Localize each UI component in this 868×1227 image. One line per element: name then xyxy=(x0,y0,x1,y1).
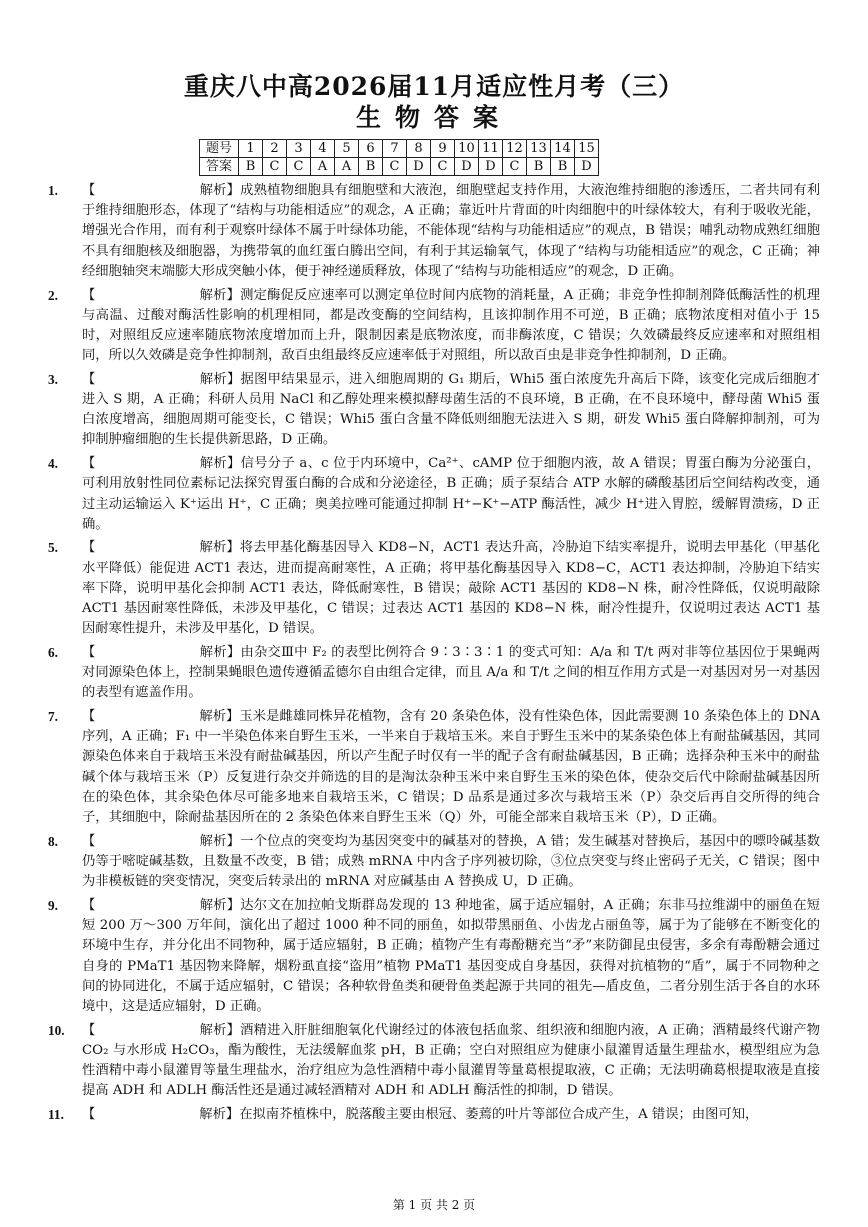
item-number: 4. xyxy=(48,456,58,472)
answer-cell: B xyxy=(527,158,551,176)
item-number: 1. xyxy=(48,183,58,198)
answer-table xyxy=(199,139,599,176)
item-tag: 解析】 xyxy=(199,183,241,198)
answer-cell: C xyxy=(263,158,287,176)
item-text: 据图甲结果显示，进入细胞周期的 G₁ 期后，Whi5 蛋白浓度先升高后下降，该变化完成后细胞才进入 S 期，A 正确；科研人员用 NaCl 和乙醇处理来模拟酵母菌生活的不良环境，B 正确，在不良环境中，酵母菌 Whi5 蛋白浓度增高，细胞周期可能变长，C 错误；Whi5 蛋白含量不降低则细胞无法进入 S 期，研发 Whi5 蛋白降解抑制剂，可为抑制肿瘤细胞的生长提供新思路，D 正确。 xyxy=(82,371,820,448)
answer-cell: C xyxy=(503,158,527,176)
item-tag: 解析】 xyxy=(199,1106,240,1122)
answer-cell: B xyxy=(359,158,383,176)
explanation-item xyxy=(48,370,820,451)
item-open-bracket: 【 xyxy=(82,287,96,303)
item-text: 成熟植物细胞具有细胞壁和大液泡，细胞壁起支持作用，大液泡维持细胞的渗透压，二者共同有利于维持细胞形态，体现了“结构与功能相适应”的观念，A 正确；靠近叶片背面的叶肉细胞中的叶绿体较大，有利于吸收光能，增强光合作用，而有利于观察叶绿体不属于叶绿体功能，不能体现“结构与功能相适应”的观点，B 错误；哺乳动物成熟红细胞不具有细胞核及细胞器，为携带氧的血红蛋白腾出空间，有利于其运输氧气，体现了“结构与功能相适应”的观念，C 正确；神经细胞轴突末端膨大形成突触小体，便于神经递质释放，体现了“结构与功能相适应”的观念，D 正确。 xyxy=(82,183,821,279)
answer-table-answer-row xyxy=(200,158,599,176)
item-number: 5. xyxy=(48,540,58,556)
question-number: 13 xyxy=(527,140,551,158)
item-open-bracket: 【 xyxy=(82,456,96,472)
answer-cell: D xyxy=(575,158,599,176)
explanation-item xyxy=(48,896,820,1017)
answer-cell: A xyxy=(335,158,359,176)
item-tag: 解析】 xyxy=(199,540,240,556)
item-open-bracket: 【 xyxy=(82,644,96,660)
item-text: 测定酶促反应速率可以测定单位时间内底物的消耗量，A 正确；非竞争性抑制剂降低酶活性的机理与高温、过酸对酶活性影响的机理相同，都是改变酶的空间结构，且该抑制作用不可逆，B 正确；底物浓度相对值小于 15 时，对照组反应速率随底物浓度增加而上升，限制因素是底物浓度，而非酶浓度，C 错误；久效磷最终反应速率和对照组相同，所以久效磷是竞争性抑制剂，敌百虫组最终反应速率低于对照组，所以敌百虫是非竞争性抑制剂，D 正确。 xyxy=(82,287,821,364)
answer-cell: D xyxy=(455,158,479,176)
item-open-bracket: 【 xyxy=(82,1022,96,1038)
answer-row-label: 答案 xyxy=(200,158,239,176)
item-open-bracket: 【 xyxy=(82,897,96,913)
item-number: 9. xyxy=(48,897,58,913)
explanations xyxy=(48,181,820,1129)
item-number: 2. xyxy=(48,287,58,303)
item-tag: 解析】 xyxy=(199,1022,241,1038)
explanation-item xyxy=(48,643,820,704)
item-text: 由杂交Ⅲ中 F₂ 的表型比例符合 9∶3∶3∶1 的变式可知：A/a 和 T/t 两对非等位基因位于果蝇两对同源染色体上，控制果蝇眼色遗传遵循孟德尔自由组合定律，而且 A/a 和 T/t 之间的相互作用方式是一对基因对另一对基因的表型有遮盖作用。 xyxy=(82,644,820,701)
item-number: 3. xyxy=(48,371,58,387)
question-number: 5 xyxy=(335,140,359,158)
answer-cell: C xyxy=(287,158,311,176)
question-number: 12 xyxy=(503,140,527,158)
explanation-item xyxy=(48,1105,820,1125)
question-number: 14 xyxy=(551,140,575,158)
item-text: 在拟南芥植株中，脱落酸主要由根冠、萎蔫的叶片等部位合成产生，A 错误；由图可知， xyxy=(239,1106,759,1122)
item-number: 6. xyxy=(48,644,58,660)
answer-cell: D xyxy=(407,158,431,176)
explanation-item xyxy=(48,1021,820,1102)
answer-cell: D xyxy=(479,158,503,176)
question-number: 8 xyxy=(407,140,431,158)
item-tag: 解析】 xyxy=(199,897,241,913)
item-number: 10. xyxy=(48,1022,65,1038)
question-number: 7 xyxy=(383,140,407,158)
answer-cell: B xyxy=(551,158,575,176)
question-number: 9 xyxy=(431,140,455,158)
item-number: 7. xyxy=(48,709,58,725)
item-text: 玉米是雌雄同株异花植物，含有 20 条染色体，没有性染色体，因此需要测 10 条染色体上的 DNA 序列，A 正确；F₁ 中一半染色体来自野生玉米，一半来自于栽培玉米。来自于野生玉米中的某条染色体上有耐盐碱基因，其同源染色体来自于栽培玉米没有耐盐碱基因，所以产生配子时仅有一半的配子含有耐盐碱基因，B 正确；选择杂种玉米中的耐盐碱个体与栽培玉米（P）反复进行杂交并筛选的目的是淘汰杂种玉米中来自野生玉米的染色体，使杂交后代中除耐盐碱基因所在的染色体，其余染色体尽可能多地来自栽培玉米，C 错误；D 品系是通过多次与栽培玉米（P）杂交后再自交所得的纯合子，其细胞中，除耐盐基因所在的 2 条染色体来自野生玉米（Q）外，可能全部来自栽培玉米（P），D 正确。 xyxy=(82,709,821,826)
item-tag: 解析】 xyxy=(199,456,241,472)
item-text: 信号分子 a、c 位于内环境中，Ca²⁺、cAMP 位于细胞内液，故 A 错误；胃蛋白酶为分泌蛋白，可利用放射性同位素标记法探究胃蛋白酶的合成和分泌途径，B 正确；质子泵结合 ATP 水解的磷酸基团后空间结构改变，通过主动运输运入 K⁺运出 H⁺，C 正确；奥美拉唑可能通过抑制 H⁺−K⁺−ATP 酶活性，减少 H⁺进入胃腔，缓解胃溃疡，D 正确。 xyxy=(82,456,821,532)
answer-cell: C xyxy=(431,158,455,176)
item-number: 11. xyxy=(48,1106,64,1122)
explanation-item xyxy=(48,181,820,282)
question-number: 4 xyxy=(311,140,335,158)
item-tag: 解析】 xyxy=(199,833,241,849)
item-tag: 解析】 xyxy=(199,371,241,387)
question-row-label: 题号 xyxy=(200,140,239,158)
item-open-bracket: 【 xyxy=(82,183,96,198)
question-number: 1 xyxy=(239,140,263,158)
item-tag: 解析】 xyxy=(199,709,240,725)
question-number: 15 xyxy=(575,140,599,158)
answer-cell: C xyxy=(383,158,407,176)
page-title: 重庆八中高2026届11月适应性月考（三） xyxy=(183,72,685,101)
item-open-bracket: 【 xyxy=(82,833,96,849)
question-number: 10 xyxy=(455,140,479,158)
item-tag: 解析】 xyxy=(199,287,241,303)
explanation-item xyxy=(48,832,820,893)
item-text: 达尔文在加拉帕戈斯群岛发现的 13 种地雀，属于适应辐射，A 正确；东非马拉维湖中的丽鱼在短短 200 万～300 万年间，演化出了超过 1000 种不同的丽鱼，如拟带黑丽鱼、小齿龙占丽鱼等，属于为了能够在不断变化的环境中生存，并分化出不同物种，属于适应辐射，B 正确；植物产生有毒酚糖充当“矛”来防御昆虫侵害，多余有毒酚糖会通过自身的 PMaT1 基因物来降解，烟粉虱直接“盗用”植物 PMaT1 基因变成自身基因，获得对抗植物的“盾”，属于不同物种之间的协同进化，不属于适应辐射，C 错误；各种软骨鱼类和硬骨鱼类起源于共同的祖先—盾皮鱼，二者分别生活于各自的水环境中，这是适应辐射，D 正确。 xyxy=(82,897,821,1014)
question-number: 11 xyxy=(479,140,503,158)
answer-cell: A xyxy=(311,158,335,176)
page-footer: 第 1 页 共 2 页 xyxy=(392,1198,476,1212)
item-open-bracket: 【 xyxy=(82,371,96,387)
item-open-bracket: 【 xyxy=(82,540,96,556)
explanation-item xyxy=(48,707,820,828)
item-open-bracket: 【 xyxy=(82,709,96,725)
explanation-item xyxy=(48,286,820,367)
item-text: 将去甲基化酶基因导入 KD8−N，ACT1 表达升高，冷胁迫下结实率提升，说明去甲基化（甲基化水平降低）能促进 ACT1 表达，进而提高耐寒性，A 正确；将甲基化酶基因导入 KD8−C，ACT1 表达抑制，冷胁迫下结实率下降，说明甲基化会抑制 ACT1 表达，降低耐寒性，B 错误；敲除 ACT1 基因的 KD8−N 株，耐冷性降低，仅说明敲除 ACT1 基因耐寒性降低，未涉及甲基化，C 错误；过表达 ACT1 基因的 KD8−N 株，耐冷性提升，仅说明过表达 ACT1 基因耐寒性提升，未涉及甲基化，D 错误。 xyxy=(82,540,821,637)
explanation-item xyxy=(48,454,820,535)
question-number: 3 xyxy=(287,140,311,158)
item-text: 一个位点的突变均为基因突变中的碱基对的替换，A 错；发生碱基对替换后，基因中的嘌呤碱基数仍等于嘧啶碱基数，且数量不改变，B 错；成熟 mRNA 中内含子序列被切除，③位点突变与终止密码子无关，C 错误；图中为非模板链的突变情况，突变后转录出的 mRNA 对应碱基由 A 替换成 U，D 正确。 xyxy=(82,833,821,890)
page-subtitle: 生物答案 xyxy=(355,103,512,132)
item-number: 8. xyxy=(48,833,58,849)
explanation-item xyxy=(48,538,820,639)
item-text: 酒精进入肝脏细胞氧化代谢经过的体液包括血浆、组织液和细胞内液，A 正确；酒精最终代谢产物 CO₂ 与水形成 H₂CO₃，酯为酸性，无法缓解血浆 pH，B 正确；空白对照组应为健康小鼠灌胃适量生理盐水，模型组应为急性酒精中毒小鼠灌胃等量生理盐水，治疗组应为急性酒精中毒小鼠灌胃等量葛根提取液，C 正确；无法明确葛根提取液是直接提高 ADH 和 ADLH 酶活性还是通过减轻酒精对 ADH 和 ADLH 酶活性的抑制，D 错误。 xyxy=(82,1022,821,1099)
answer-table-question-row xyxy=(200,140,599,158)
answer-cell: B xyxy=(239,158,263,176)
question-number: 2 xyxy=(263,140,287,158)
item-open-bracket: 【 xyxy=(82,1106,96,1122)
question-number: 6 xyxy=(359,140,383,158)
item-tag: 解析】 xyxy=(199,644,241,660)
